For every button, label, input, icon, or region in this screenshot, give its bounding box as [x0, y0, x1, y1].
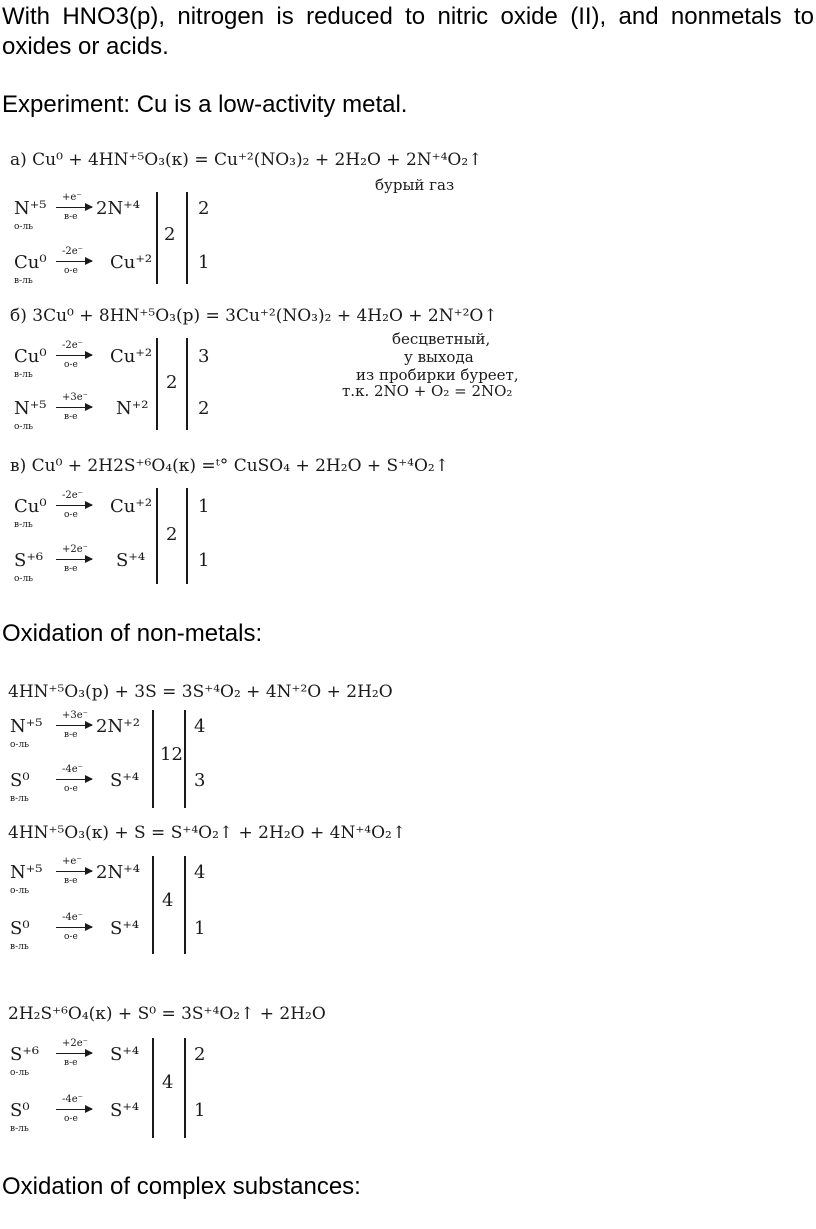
equation-e: 4HN⁺⁵O₃(к) + S = S⁺⁴O₂↑ + 2H₂O + 4N⁺⁴O₂↑ [8, 823, 407, 843]
lcm-value: 2 [166, 524, 178, 545]
note-line: у выхода [404, 348, 474, 366]
half-right: Cu⁺² [110, 496, 153, 517]
half-right: N⁺² [116, 398, 149, 419]
role-label: в-ль [14, 520, 33, 530]
equation-a: а) Cu⁰ + 4HN⁺⁵O₃(к) = Cu⁺²(NO₃)₂ + 2H₂O + 2N⁺⁴O₂↑ [10, 150, 483, 170]
electron-transfer: +3e⁻ [62, 710, 88, 721]
arrow [56, 1109, 92, 1110]
process-label: о-е [64, 784, 78, 794]
heading-nonmetals: Oxidation of non-metals: [2, 620, 263, 647]
half-right: S⁺⁴ [116, 550, 146, 571]
role-label: о-ль [14, 222, 34, 232]
lcm-value: 4 [162, 1072, 174, 1093]
coefficient: 4 [194, 862, 206, 883]
role-label: в-ль [14, 276, 33, 286]
process-label: о-е [64, 1114, 78, 1124]
half-right: 2N⁺² [96, 716, 140, 737]
half-left: N⁺⁵ [14, 198, 47, 219]
coefficient: 2 [198, 398, 210, 419]
process-label: в-е [64, 730, 78, 740]
arrow [56, 927, 92, 928]
role-label: о-ль [14, 422, 34, 432]
half-right: S⁺⁴ [110, 1044, 140, 1065]
process-label: в-е [64, 876, 78, 886]
coefficient: 1 [198, 496, 210, 517]
note-line: бесцветный, [392, 330, 491, 348]
process-label: о-е [64, 266, 78, 276]
coefficient: 1 [198, 252, 210, 273]
coefficient: 1 [194, 1100, 206, 1121]
electron-transfer: +3e⁻ [62, 392, 88, 403]
experiment-line: Experiment: Cu is a low-activity metal. [2, 91, 408, 118]
divider-bar [184, 710, 186, 808]
role-label: в-ль [10, 794, 29, 804]
coefficient: 2 [198, 198, 210, 219]
divider-bar [156, 338, 158, 430]
arrow [56, 1053, 92, 1054]
half-left: Cu⁰ [14, 252, 47, 273]
coefficient: 3 [194, 770, 206, 791]
half-right: 2N⁺⁴ [96, 862, 140, 883]
electron-transfer: +e⁻ [62, 192, 82, 203]
process-label: в-е [64, 412, 78, 422]
divider-bar [156, 488, 158, 584]
half-left: S⁰ [10, 918, 30, 939]
role-label: о-ль [14, 574, 34, 584]
arrow [56, 407, 92, 408]
role-label: о-ль [10, 740, 30, 750]
electron-transfer: -4e⁻ [62, 1094, 83, 1105]
lcm-value: 2 [164, 224, 176, 245]
role-label: о-ль [10, 886, 30, 896]
electron-transfer: -4e⁻ [62, 764, 83, 775]
role-label: в-ль [10, 1124, 29, 1134]
equation-c: в) Cu⁰ + 2H2S⁺⁶O₄(к) =ᵗ° CuSO₄ + 2H₂O + S⁺⁴O₂↑ [10, 456, 449, 476]
divider-bar [152, 1038, 154, 1138]
arrow [56, 207, 92, 208]
half-right: 2N⁺⁴ [96, 198, 140, 219]
coefficient: 1 [198, 550, 210, 571]
half-left: N⁺⁵ [10, 716, 43, 737]
half-right: Cu⁺² [110, 252, 153, 273]
role-label: в-ль [10, 942, 29, 952]
divider-bar [184, 856, 186, 954]
note-brown-gas: бурый газ [375, 176, 455, 194]
half-right: S⁺⁴ [110, 918, 140, 939]
role-label: в-ль [14, 370, 33, 380]
divider-bar [152, 856, 154, 954]
process-label: в-е [64, 1058, 78, 1068]
arrow [56, 725, 92, 726]
divider-bar [156, 192, 158, 284]
equation-d: 4HN⁺⁵O₃(р) + 3S = 3S⁺⁴O₂ + 4N⁺²O + 2H₂O [8, 682, 393, 702]
intro-paragraph: With HNO3(p), nitrogen is reduced to nitric oxide (II), and nonmetals to oxides or acids. [2, 3, 814, 60]
electron-transfer: +e⁻ [62, 856, 82, 867]
process-label: в-е [64, 212, 78, 222]
electron-transfer: -2e⁻ [62, 340, 83, 351]
half-right: S⁺⁴ [110, 1100, 140, 1121]
arrow [56, 261, 92, 262]
arrow [56, 505, 92, 506]
divider-bar [184, 1038, 186, 1138]
half-left: S⁰ [10, 770, 30, 791]
electron-transfer: +2e⁻ [62, 1038, 88, 1049]
half-right: S⁺⁴ [110, 770, 140, 791]
half-right: Cu⁺² [110, 346, 153, 367]
process-label: о-е [64, 360, 78, 370]
half-left: Cu⁰ [14, 346, 47, 367]
lcm-value: 12 [160, 744, 183, 765]
arrow [56, 779, 92, 780]
arrow [56, 355, 92, 356]
electron-transfer: -4e⁻ [62, 912, 83, 923]
half-left: S⁺⁶ [10, 1044, 40, 1065]
process-label: в-е [64, 564, 78, 574]
divider-bar [186, 488, 188, 584]
electron-transfer: -2e⁻ [62, 246, 83, 257]
divider-bar [152, 710, 154, 808]
role-label: о-ль [10, 1068, 30, 1078]
half-left: S⁰ [10, 1100, 30, 1121]
process-label: о-е [64, 932, 78, 942]
electron-transfer: +2e⁻ [62, 544, 88, 555]
lcm-value: 2 [166, 372, 178, 393]
heading-complex: Oxidation of complex substances: [2, 1173, 361, 1200]
coefficient: 3 [198, 346, 210, 367]
process-label: о-е [64, 510, 78, 520]
electron-transfer: -2e⁻ [62, 490, 83, 501]
half-left: N⁺⁵ [10, 862, 43, 883]
equation-b: б) 3Cu⁰ + 8HN⁺⁵O₃(р) = 3Cu⁺²(NO₃)₂ + 4H₂O + 2N⁺²O↑ [10, 306, 498, 326]
arrow [56, 559, 92, 560]
note-line: т.к. 2NO + O₂ = 2NO₂ [342, 382, 513, 400]
half-left: N⁺⁵ [14, 398, 47, 419]
half-left: S⁺⁶ [14, 550, 44, 571]
coefficient: 4 [194, 716, 206, 737]
coefficient: 1 [194, 918, 206, 939]
coefficient: 2 [194, 1044, 206, 1065]
divider-bar [186, 192, 188, 284]
divider-bar [186, 338, 188, 430]
half-left: Cu⁰ [14, 496, 47, 517]
arrow [56, 871, 92, 872]
note-line: из пробирки буреет, [356, 366, 519, 384]
equation-f: 2H₂S⁺⁶O₄(к) + S⁰ = 3S⁺⁴O₂↑ + 2H₂O [8, 1004, 326, 1024]
lcm-value: 4 [162, 890, 174, 911]
